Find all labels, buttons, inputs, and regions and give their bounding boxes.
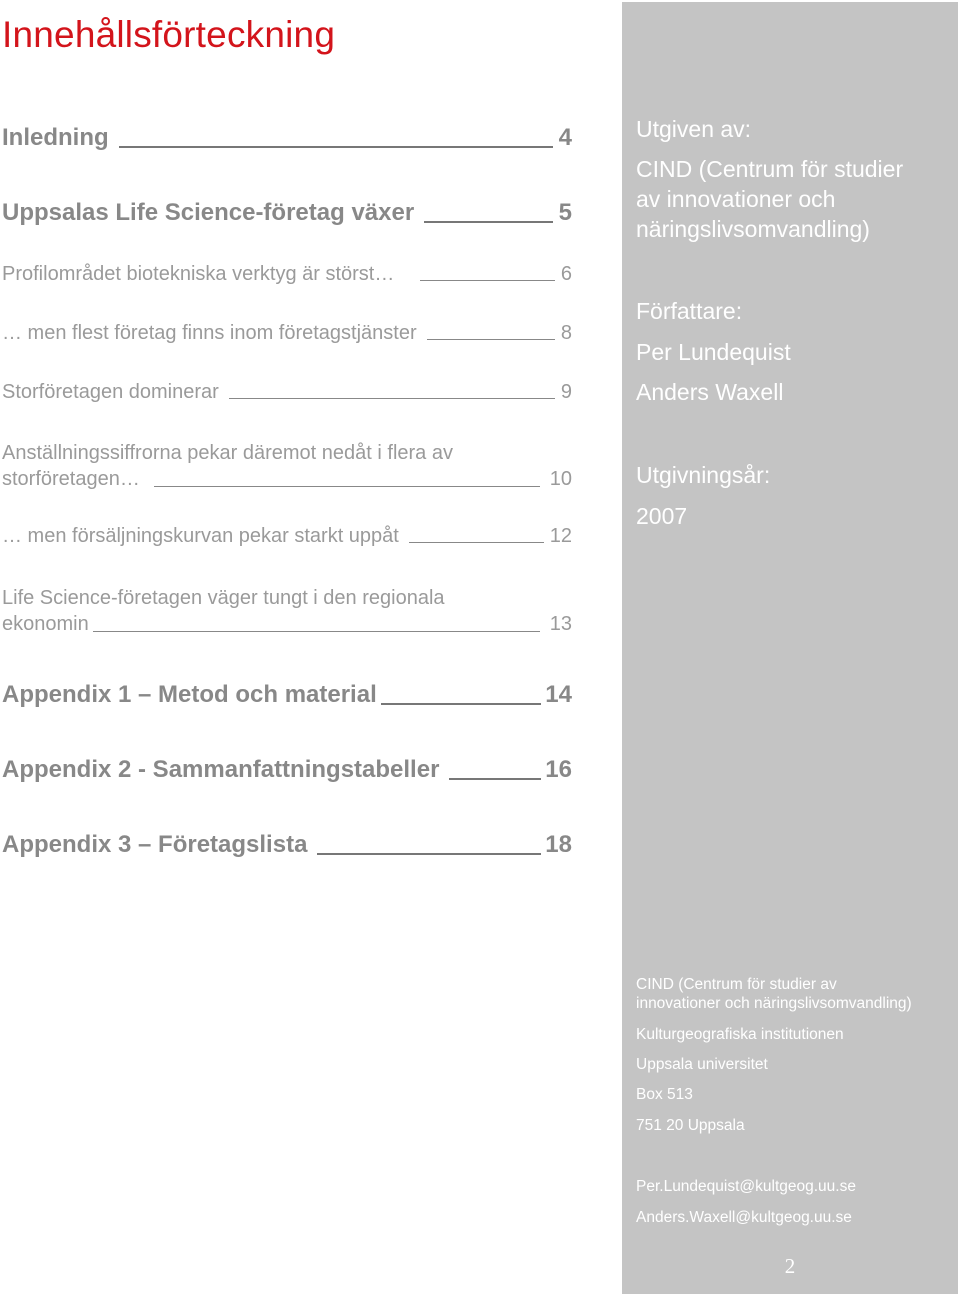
toc-entry-profilomradet[interactable] (2, 263, 572, 286)
page-number: 2 (784, 1254, 796, 1278)
year-label: Utgivningsår: (636, 462, 771, 488)
toc-entry-page: 8 (560, 322, 572, 344)
leader-line (93, 630, 540, 632)
toc-entry-title: Appendix 2 - Sammanfattningstabeller (2, 756, 440, 783)
toc-entry-page: 18 (545, 831, 572, 858)
toc-entry-storforetagen[interactable] (2, 381, 572, 404)
leader-line (119, 145, 553, 148)
toc-entry-forsaljningskurvan[interactable] (2, 525, 572, 548)
leader-line (420, 279, 555, 281)
toc-entry-title: Storföretagen dominerar (2, 381, 219, 403)
toc-entry-page: 5 (558, 199, 572, 226)
email-link[interactable]: Anders.Waxell@kultgeog.uu.se (636, 1209, 852, 1226)
leader-line (409, 541, 544, 543)
toc-entry-uppsalas-life-science[interactable] (2, 199, 572, 227)
toc-entry-title: Inledning (2, 124, 109, 151)
toc-entry-title: Appendix 1 – Metod och material (2, 681, 377, 708)
author-name: Per Lundequist (636, 339, 791, 365)
toc-entry-title: … men flest företag finns inom företagstjänster (2, 322, 417, 344)
publication-info-panel (622, 2, 958, 1294)
toc-entry-page: 10 (549, 468, 572, 490)
toc-entry-regionala-ekonomin[interactable] (2, 585, 572, 637)
leader-line (424, 220, 552, 223)
toc-entry-title: Profilområdet biotekniska verktyg är störst… (2, 263, 395, 285)
toc-entry-title: Uppsalas Life Science-företag växer (2, 199, 415, 226)
author-name: Anders Waxell (636, 379, 784, 405)
leader-line (381, 702, 542, 705)
leader-line (229, 397, 555, 399)
toc-entry-title: … men försäljningskurvan pekar starkt uppåt (2, 525, 399, 547)
toc-entry-appendix-2[interactable] (2, 756, 572, 784)
address-org-line: innovationer och näringslivsomvandling) (636, 995, 912, 1012)
publisher-line: av innovationer och (636, 186, 836, 212)
leader-line (449, 777, 541, 780)
toc-entry-title-line1: Life Science-företagen väger tungt i den regionala (2, 587, 445, 609)
address-line: Box 513 (636, 1086, 693, 1103)
email-link[interactable]: Per.Lundequist@kultgeog.uu.se (636, 1178, 856, 1195)
toc-entry-anstallningssiffrorna[interactable] (2, 440, 572, 492)
toc-entry-inledning[interactable] (2, 124, 572, 152)
toc-entry-page: 4 (558, 124, 572, 151)
address-line: Kulturgeografiska institutionen (636, 1026, 844, 1043)
address-line: Uppsala universitet (636, 1056, 768, 1073)
toc-entry-appendix-3[interactable] (2, 831, 572, 859)
toc-entry-foretagstjanster[interactable] (2, 322, 572, 345)
toc-entry-appendix-1[interactable] (2, 681, 572, 709)
toc-entry-page: 6 (560, 263, 572, 285)
publisher-line: CIND (Centrum för studier (636, 156, 904, 182)
toc-entry-page: 9 (560, 381, 572, 403)
authors-label: Författare: (636, 298, 743, 324)
toc-entry-page: 12 (549, 525, 572, 547)
publisher-label: Utgiven av: (636, 116, 752, 142)
address-line: 751 20 Uppsala (636, 1117, 745, 1134)
toc-entry-page: 13 (549, 613, 572, 635)
toc-entry-title: Appendix 3 – Företagslista (2, 831, 308, 858)
address-org-line: CIND (Centrum för studier av (636, 976, 837, 993)
toc-entry-title-line2: storföretagen… (2, 468, 140, 490)
toc-entry-title-line1: Anställningssiffrorna pekar däremot nedåt i flera av (2, 442, 453, 464)
page-title: Innehållsförteckning (2, 14, 336, 55)
publisher-line: näringslivsomvandling) (636, 216, 870, 242)
toc-entry-page: 14 (545, 681, 572, 708)
toc-entry-page: 16 (545, 756, 572, 783)
leader-line (154, 485, 540, 487)
toc-entry-title-line2: ekonomin (2, 613, 89, 635)
leader-line (427, 338, 555, 340)
publication-year: 2007 (636, 503, 688, 529)
leader-line (317, 852, 541, 855)
